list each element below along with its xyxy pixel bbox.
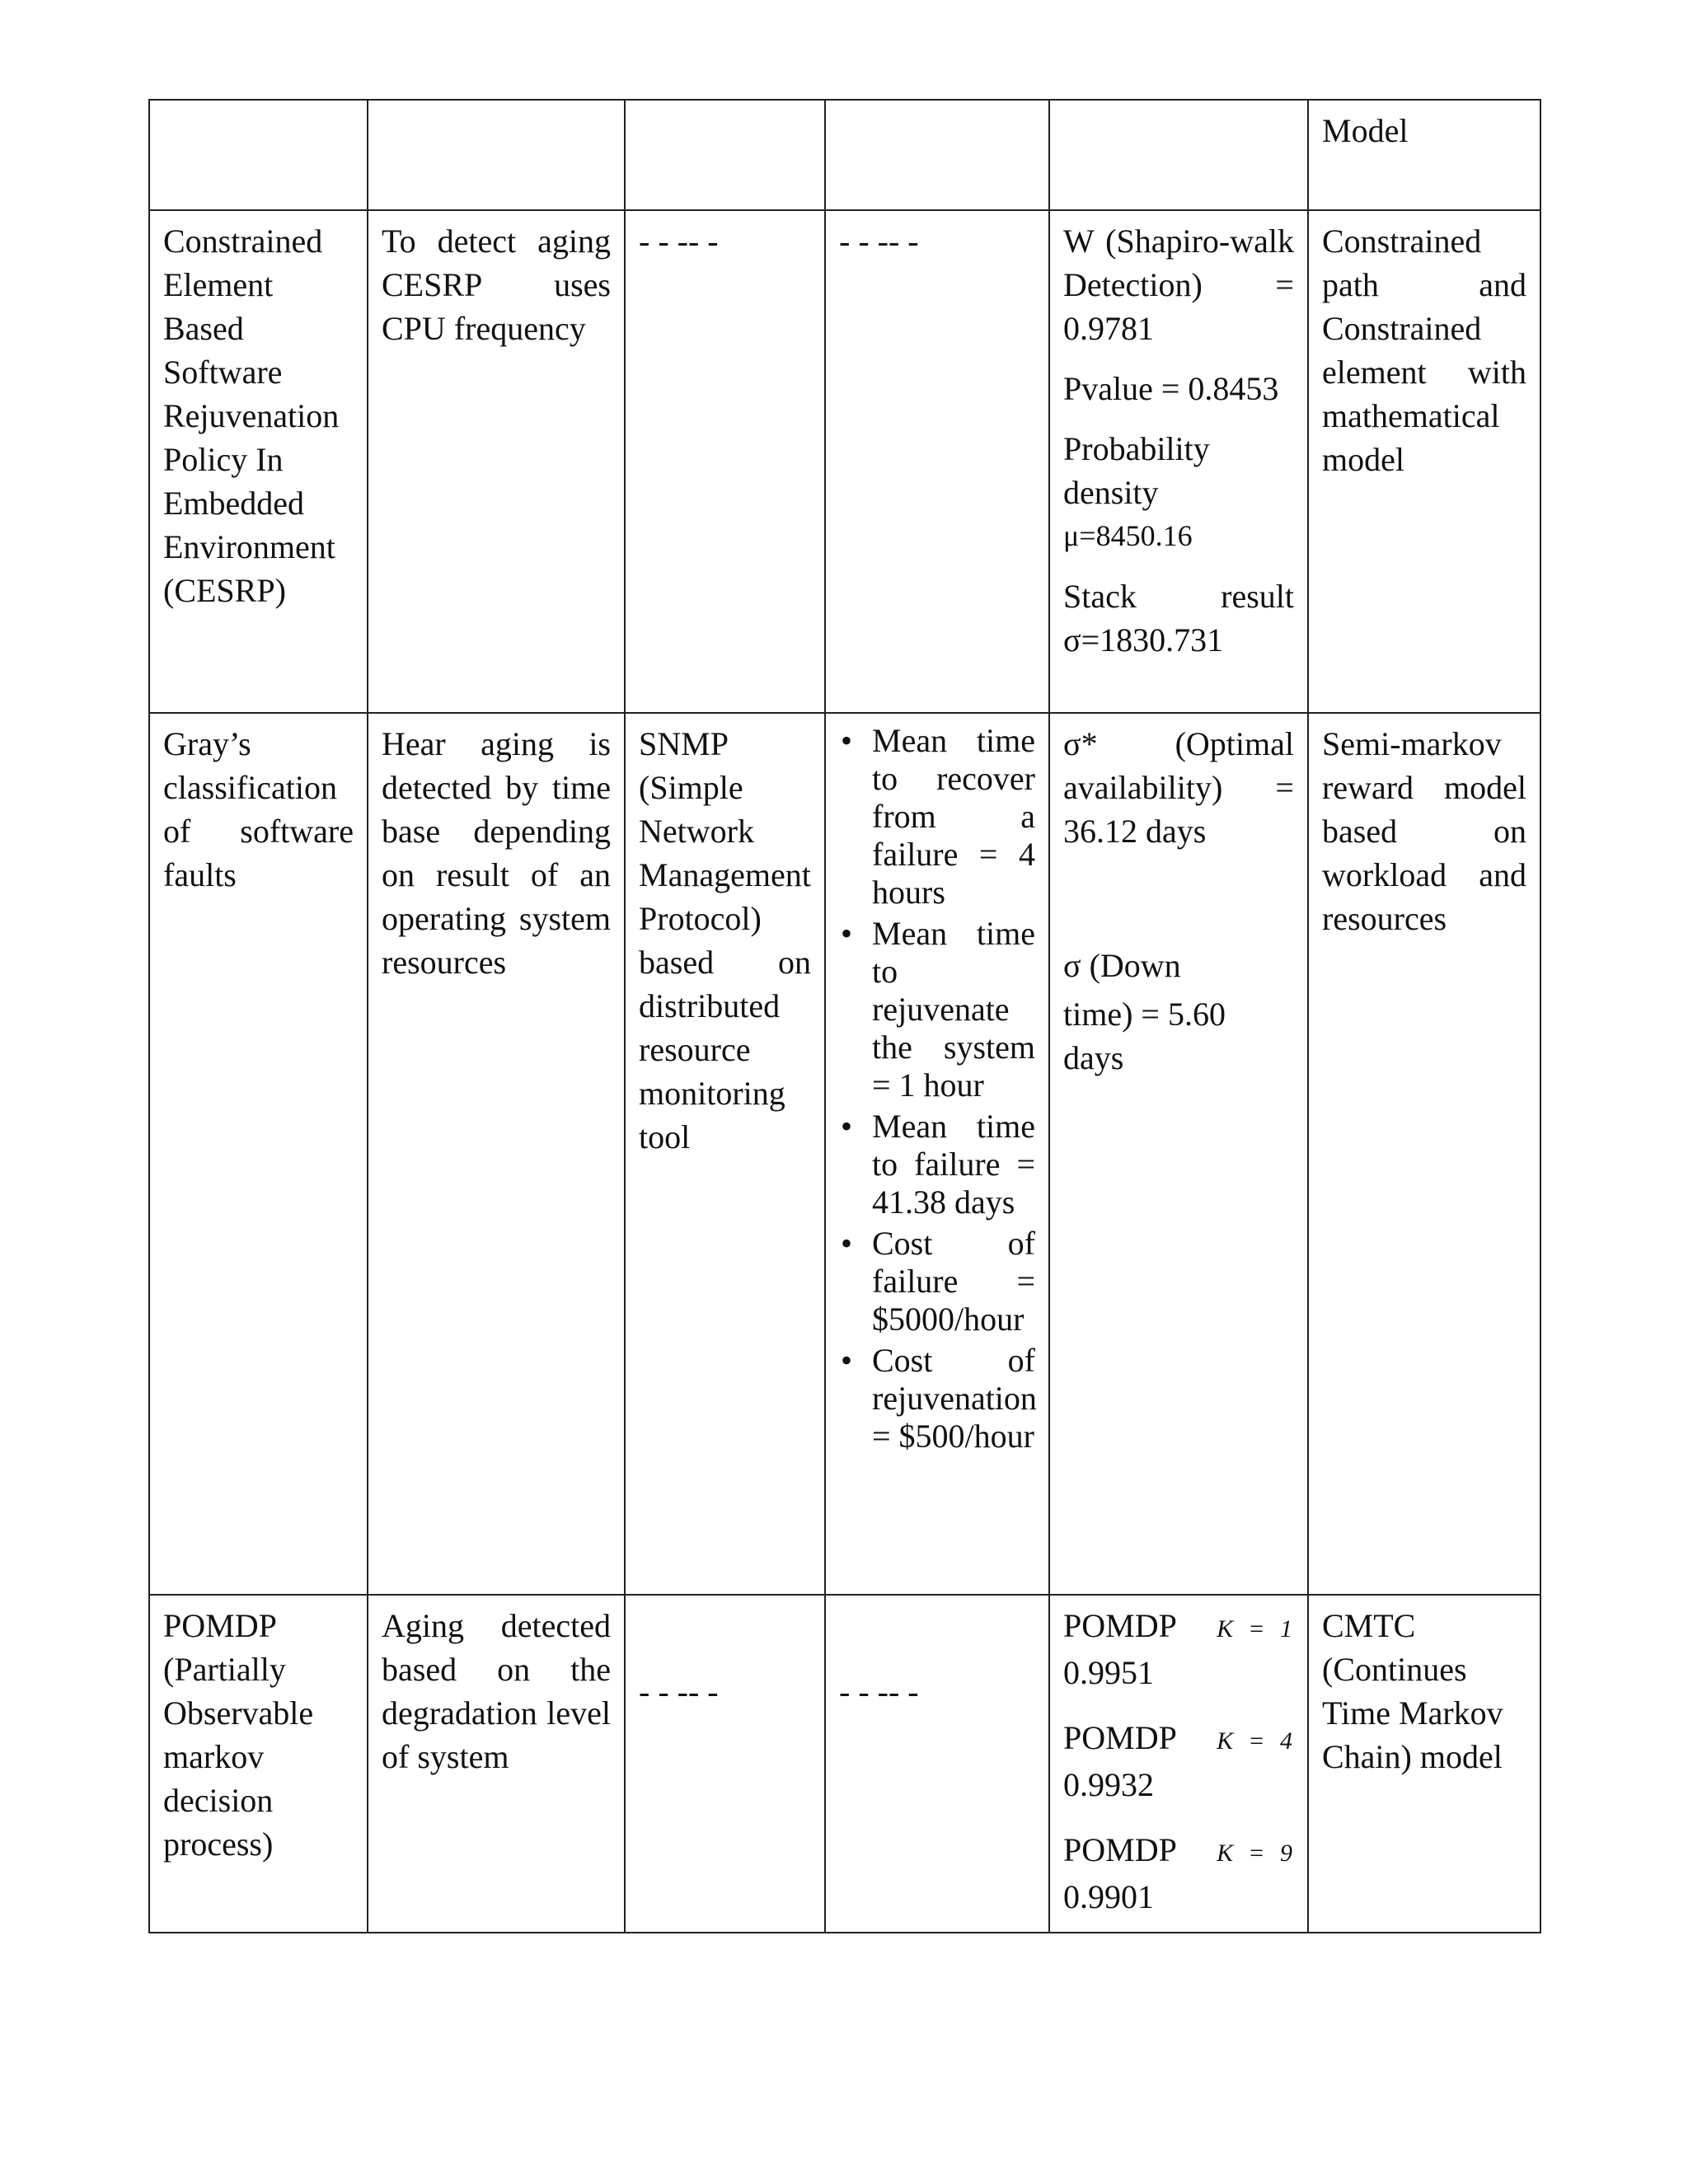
cell-empty: [825, 100, 1049, 210]
aging-detection-cell: [368, 713, 625, 1595]
probability-label: Probability density: [1063, 430, 1210, 511]
aging-detection-text: To detect aging CESRP uses CPU frequency: [382, 223, 611, 347]
cell-empty: [149, 100, 368, 210]
dash-cell: [625, 1595, 825, 1933]
technique-cell: [149, 713, 368, 1595]
results-cell: [1049, 210, 1308, 713]
result-w: W (Shapiro-walk Detection) = 0.9781: [1063, 223, 1294, 347]
dash-cell: [825, 210, 1049, 713]
k-symbol: K: [1217, 1727, 1236, 1755]
aging-detection-text: Aging detected based on the degradation level of system: [382, 1607, 611, 1775]
comparison-table: [148, 99, 1541, 1933]
cell-empty: [368, 100, 625, 210]
table-row: [149, 713, 1540, 1595]
result-optimal: σ* (Optimal availability) = 36.12 days: [1063, 725, 1294, 850]
results-cell: [1049, 713, 1308, 1595]
model-text: Semi-markov reward model based on workload and resources: [1322, 725, 1526, 937]
results-cell: [1049, 1595, 1308, 1933]
pomdp-result: [1063, 1828, 1294, 1919]
empty-dash: - - -- -: [639, 223, 719, 260]
model-text: CMTC (Continues Time Markov Chain) model: [1322, 1607, 1503, 1775]
list-item: • Mean time to failure = 41.38 days: [872, 1108, 1035, 1221]
pomdp-label: POMDP: [1063, 1607, 1177, 1644]
equals-sign: =: [1250, 1615, 1265, 1643]
list-item: • Mean time to rejuvenate the system = 1 hour: [872, 915, 1035, 1104]
model-label-cell: [1308, 100, 1540, 210]
k-symbol: K: [1217, 1840, 1236, 1867]
pomdp-label: POMDP: [1063, 1719, 1177, 1756]
pomdp-value: 0.9932: [1063, 1766, 1154, 1803]
equals-sign: =: [1250, 1840, 1265, 1867]
technique-name: Constrained Element Based Software Rejuvenation Policy In Embedded Environment (CESRP): [163, 223, 340, 609]
pomdp-label: POMDP: [1063, 1831, 1177, 1868]
continuation-row: [149, 100, 1540, 210]
aging-detection-cell: [368, 210, 625, 713]
dash-cell: [825, 1595, 1049, 1933]
empty-dash: - - -- -: [839, 223, 919, 260]
k-symbol: K: [1217, 1615, 1236, 1643]
technique-name: POMDP (Partially Observable markov decision process): [163, 1607, 314, 1863]
equals-sign: =: [1250, 1727, 1265, 1755]
tool-text: SNMP (Simple Network Management Protocol) based on distributed resource monitoring tool: [639, 725, 811, 1155]
parameters-list: [834, 722, 1035, 1455]
k-value: 1: [1280, 1615, 1294, 1643]
empty-dash: - - -- -: [839, 1673, 919, 1710]
stack-label: Stack: [1063, 578, 1137, 615]
model-cell: [1308, 210, 1540, 713]
k-value: 9: [1280, 1840, 1294, 1867]
k-value: 4: [1280, 1727, 1294, 1755]
model-cell: [1308, 713, 1540, 1595]
dash-cell: [625, 210, 825, 713]
result-pvalue: Pvalue = 0.8453: [1063, 370, 1279, 407]
list-item: • Mean time to recover from a failure = 4 hours: [872, 722, 1035, 912]
stack-sigma: σ=1830.731: [1063, 621, 1224, 658]
technique-name: Gray’s classification of software faults: [163, 725, 354, 893]
list-item: • Cost of rejuvenation = $500/hour: [872, 1342, 1035, 1455]
stack-result-label: result: [1221, 578, 1294, 615]
result-down-2: time) = 5.60 days: [1063, 996, 1226, 1076]
pomdp-value: 0.9901: [1063, 1878, 1154, 1915]
parameters-cell: [825, 713, 1049, 1595]
pomdp-result: [1063, 1716, 1294, 1807]
model-cell: [1308, 1595, 1540, 1933]
aging-detection-text: Hear aging is detected by time base depending on result of an operating system resources: [382, 725, 611, 981]
aging-detection-cell: [368, 1595, 625, 1933]
tool-cell: [625, 713, 825, 1595]
pomdp-value: 0.9951: [1063, 1654, 1154, 1691]
technique-cell: [149, 1595, 368, 1933]
probability-mu: μ=8450.16: [1063, 519, 1193, 552]
result-down-1: σ (Down: [1063, 947, 1181, 984]
cell-empty: [625, 100, 825, 210]
technique-cell: [149, 210, 368, 713]
model-text: Constrained path and Constrained element with mathematical model: [1322, 223, 1526, 478]
cell-empty: [1049, 100, 1308, 210]
list-item: • Cost of failure = $5000/hour: [872, 1225, 1035, 1338]
result-stack: [1063, 574, 1294, 662]
pomdp-result: [1063, 1604, 1294, 1694]
table-row: [149, 1595, 1540, 1933]
model-label: Model: [1322, 112, 1409, 149]
table-row: [149, 210, 1540, 713]
result-probability: [1063, 427, 1294, 558]
empty-dash: - - -- -: [639, 1673, 719, 1710]
